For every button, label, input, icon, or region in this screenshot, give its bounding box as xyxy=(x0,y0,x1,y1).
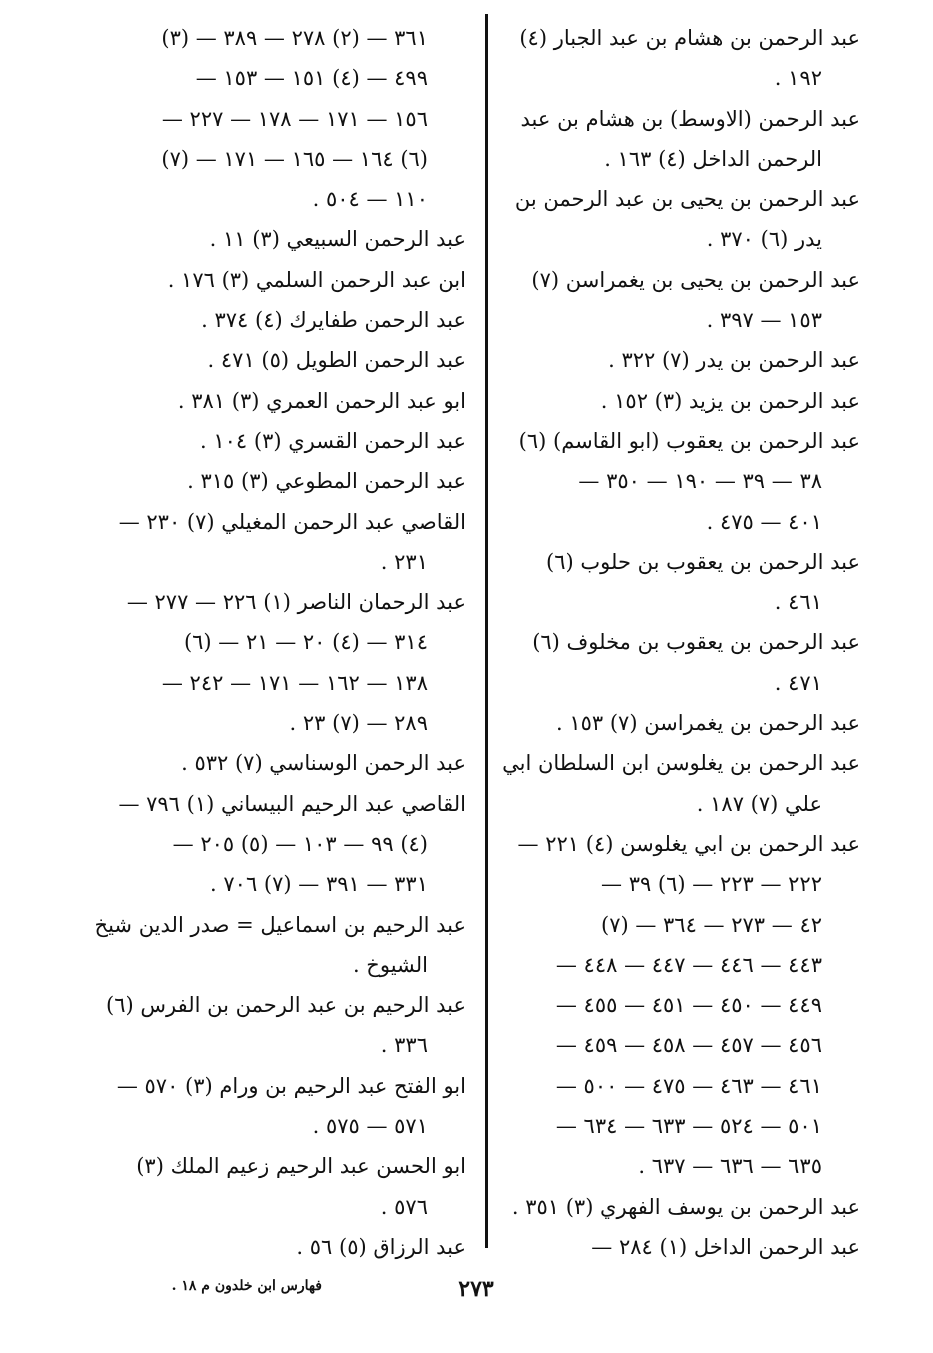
index-entry: عبد الرحمن السبيعي (٣) ١١ . xyxy=(209,227,466,252)
index-entry-continuation: ٦٣٥ — ٦٣٦ — ٦٣٧ . xyxy=(638,1154,822,1179)
index-entry: عبد الرحمن الطويل (٥) ٤٧١ . xyxy=(207,348,466,373)
index-entry-continuation: ٤٤٣ — ٤٤٦ — ٤٤٧ — ٤٤٨ — xyxy=(555,952,822,977)
index-entry: عبد الرحمان الناصر (١) ٢٢٦ — ٢٧٧ — xyxy=(126,590,466,615)
index-entry: عبد الرحمن بن يدر (٧) ٣٢٢ . xyxy=(608,348,860,373)
index-entry: عبد الرحمن الوسناسي (٧) ٥٣٢ . xyxy=(181,751,466,776)
index-entry: ابو عبد الرحمن العمري (٣) ٣٨١ . xyxy=(177,388,466,413)
index-entry: عبد الرحمن بن يزيد (٣) ١٥٢ . xyxy=(600,388,860,413)
index-entry: عبد الرحمن بن يعقوب (ابو القاسم) (٦) xyxy=(518,428,860,453)
index-entry: ابو الفتح عبد الرحيم بن ورام (٣) ٥٧٠ — xyxy=(116,1073,466,1098)
index-entry-continuation: ٥٧٦ . xyxy=(380,1194,428,1219)
index-entry: عبد الرحمن بن هشام بن عبد الجبار (٤) xyxy=(519,26,860,50)
index-entry-continuation: ٤٥٦ — ٤٥٧ — ٤٥٨ — ٤٥٩ — xyxy=(555,1033,822,1058)
index-entry: عبد الرحمن بن يعقوب بن مخلوف (٦) xyxy=(532,630,860,655)
index-entry-continuation: ٣٣١ — ٣٩١ — (٧) ٧٠٦ . xyxy=(210,872,428,897)
index-entry-continuation: (٦) ١٦٤ — ١٦٥ — ١٧١ — (٧) xyxy=(161,146,428,171)
index-entry-continuation: ٥٧١ — ٥٧٥ . xyxy=(312,1114,428,1139)
index-entry: عبد الرحمن بن يغلوسن ابن السلطان ابي xyxy=(502,751,860,776)
index-entry: عبد الرحمن بن ابي يغلوسن (٤) ٢٢١ — xyxy=(517,831,860,856)
index-entry: عبد الرحيم بن اسماعيل = صدر الدين شيخ xyxy=(94,912,466,937)
index-entry: ابو الحسن عبد الرحيم زعيم الملك (٣) xyxy=(136,1154,466,1179)
index-entry-continuation: ١٩٢ . xyxy=(774,66,822,91)
footer-book-title: فهارس ابن خلدون م ١٨ . xyxy=(171,1278,322,1294)
index-entry-continuation: علي (٧) ١٨٧ . xyxy=(696,791,822,816)
index-entry: عبد الرحمن بن يعقوب بن حلوب (٦) xyxy=(546,549,860,574)
index-entry-continuation: ٢٣١ . xyxy=(380,549,428,574)
index-entry: عبد الرحمن طفايرك (٤) ٣٧٤ . xyxy=(201,308,466,333)
index-entry: عبد الرزاق (٥) ٥٦ . xyxy=(296,1234,466,1259)
index-entry: القاصي عبد الرحيم البيساني (١) ٧٩٦ — xyxy=(118,791,466,816)
index-entry-continuation: ٤٧١ . xyxy=(774,670,822,695)
index-entry: عبد الرحمن بن يحيى بن عبد الرحمن بن xyxy=(514,187,860,212)
index-entry-continuation: ٣٦١ — (٢) ٢٧٨ — ٣٨٩ — (٣) xyxy=(161,26,428,50)
index-entry-continuation: الشيوخ . xyxy=(352,952,428,977)
index-column-right xyxy=(502,18,860,1267)
column-divider xyxy=(485,14,488,1248)
index-entry-continuation: ٣١٤ — (٤) ٢٠ — ٢١ — (٦) xyxy=(183,630,428,655)
index-entry-continuation: ٤٢ — ٢٧٣ — ٣٦٤ — (٧) xyxy=(601,912,822,937)
index-entry-continuation: ١٥٦ — ١٧١ — ١٧٨ — ٢٢٧ — xyxy=(161,106,428,131)
index-entry-continuation: ٣٣٦ . xyxy=(380,1033,428,1058)
index-entry-continuation: ١٥٣ — ٣٩٧ . xyxy=(706,308,822,333)
index-entry: عبد الرحمن بن يغمراسن (٧) ١٥٣ . xyxy=(555,711,860,736)
index-entry-continuation: ٤٦١ . xyxy=(774,590,822,615)
index-entry-continuation: ٢٨٩ — (٧) ٢٣ . xyxy=(289,711,428,736)
index-entry: ابن عبد الرحمن السلمي (٣) ١٧٦ . xyxy=(167,267,466,292)
index-entry-continuation: ٤٤٩ — ٤٥٠ — ٤٥١ — ٤٥٥ — xyxy=(555,993,822,1018)
index-entry: عبد الرحمن الداخل (١) ٢٨٤ — xyxy=(591,1234,860,1259)
index-entry-continuation: (٤) ٩٩ — ١٠٣ — (٥) ٢٠٥ — xyxy=(172,831,428,856)
index-entry-continuation: الرحمن الداخل (٤) ١٦٣ . xyxy=(604,146,822,171)
index-entry-continuation: ١٣٨ — ١٦٢ — ١٧١ — ٢٤٢ — xyxy=(161,670,428,695)
index-entry: عبد الرحيم بن عبد الرحمن بن الفرس (٦) xyxy=(106,993,466,1018)
index-entry-continuation: ٥٠١ — ٥٢٤ — ٦٣٣ — ٦٣٤ — xyxy=(555,1114,822,1139)
page-number: ٢٧٣ xyxy=(458,1276,494,1302)
index-entry-continuation: ٤٠١ — ٤٧٥ . xyxy=(706,509,822,534)
index-entry: عبد الرحمن المطوعي (٣) ٣١٥ . xyxy=(187,469,466,494)
index-entry: القاصي عبد الرحمن المغيلي (٧) ٢٣٠ — xyxy=(118,509,466,534)
index-entry: عبد الرحمن القسري (٣) ١٠٤ . xyxy=(199,428,466,453)
index-column-left xyxy=(94,18,466,1267)
index-entry-continuation: يدر (٦) ٣٧٠ . xyxy=(706,227,822,252)
index-entry: عبد الرحمن (الاوسط) بن هشام بن عبد xyxy=(520,106,860,131)
index-entry-continuation: ٣٨ — ٣٩ — ١٩٠ — ٣٥٠ — xyxy=(578,469,822,494)
index-entry: عبد الرحمن بن يوسف الفهري (٣) ٣٥١ . xyxy=(511,1194,860,1219)
index-entry-continuation: ١١٠ — ٥٠٤ . xyxy=(312,187,428,212)
index-entry: عبد الرحمن بن يحيى بن يغمراسن (٧) xyxy=(531,267,860,292)
index-entry-continuation: ٤٩٩ — (٤) ١٥١ — ١٥٣ — xyxy=(195,66,428,91)
index-entry-continuation: ٤٦١ — ٤٦٣ — ٤٧٥ — ٥٠٠ — xyxy=(555,1073,822,1098)
index-entry-continuation: ٢٢٢ — ٢٢٣ — (٦) ٣٩ — xyxy=(601,872,822,897)
